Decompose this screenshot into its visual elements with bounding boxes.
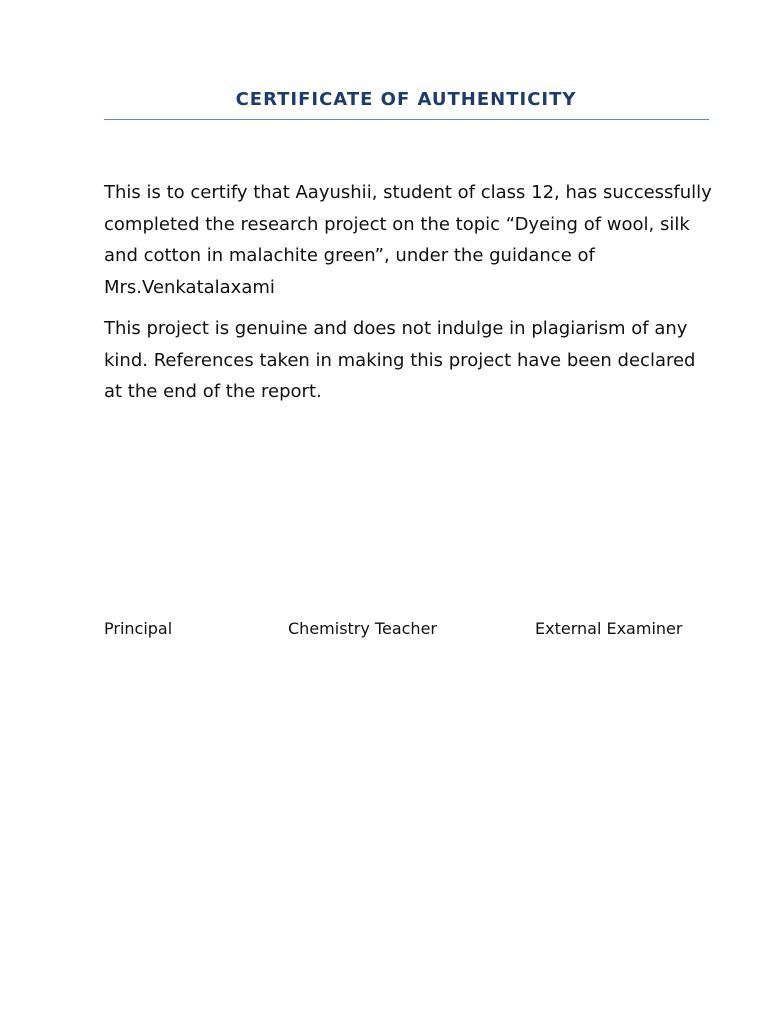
certificate-title: CERTIFICATE OF AUTHENTICITY (235, 89, 577, 110)
chemistry-teacher-signature-label: Chemistry Teacher (288, 619, 437, 638)
external-examiner-signature-label: External Examiner (535, 619, 683, 638)
title-underline (104, 119, 709, 120)
principal-signature-label: Principal (104, 619, 173, 638)
certification-paragraph: This is to certify that Aayushii, student of class 12, has successfully completed the research project on the topic “Dyeing of wool, silk and cotton in malachite green”, under the guidance of Mrs.Venkatalaxami (104, 182, 712, 298)
authenticity-paragraph: This project is genuine and does not indulge in plagiarism of any kind. References taken in making this project have been declared at the end of the report. (104, 318, 696, 402)
